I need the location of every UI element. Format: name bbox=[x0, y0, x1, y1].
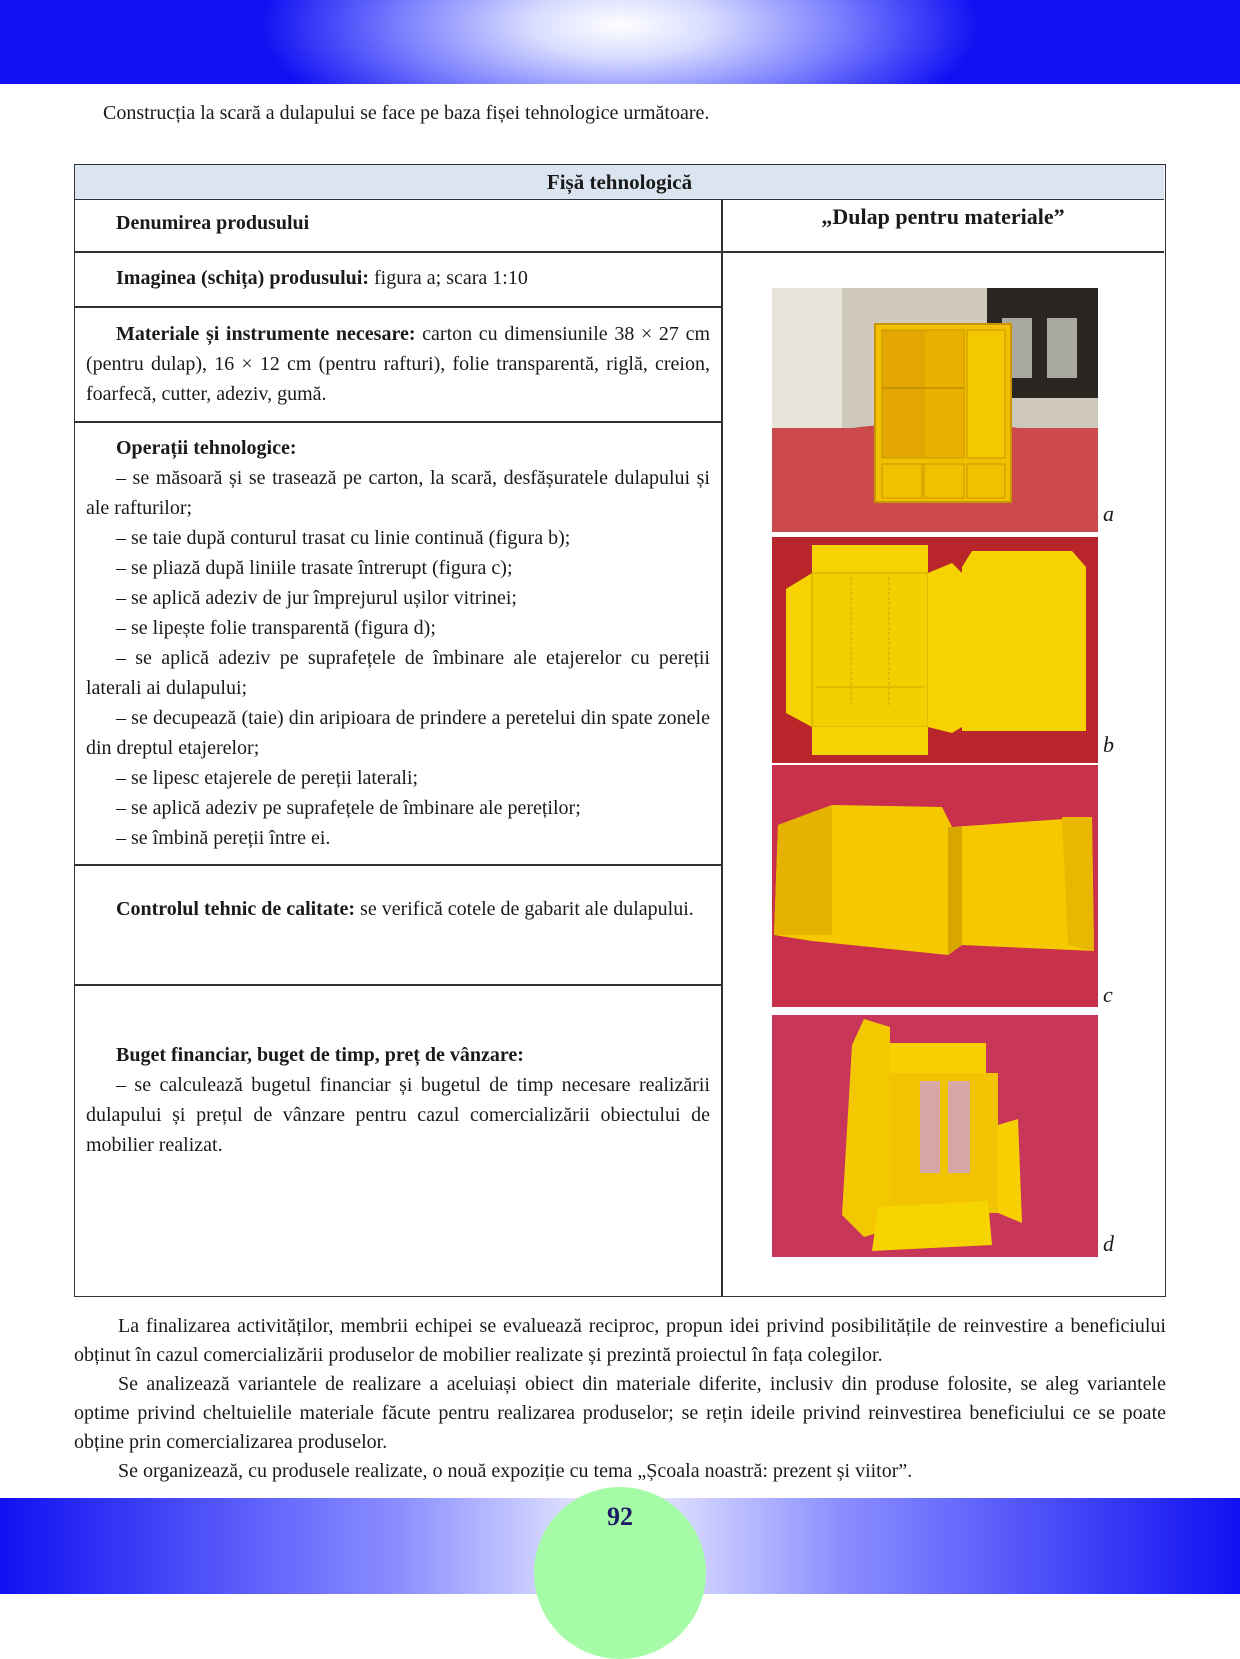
materials-cell bbox=[86, 319, 710, 409]
budget-value: – se calculează bugetul financiar și bugetul de timp necesare realizării dulapului și prețul de vânzare pentru cazul comercializării obiectului de mobilier realizat. bbox=[86, 1074, 710, 1156]
top-decorative-band bbox=[0, 0, 1240, 84]
quality-control-cell bbox=[86, 894, 710, 924]
budget-label: Buget financiar, buget de timp, preț de vânzare: bbox=[116, 1044, 524, 1066]
intro-text: Construcția la scară a dulapului se face pe baza fișei tehnologice următoare. bbox=[103, 102, 710, 124]
paragraph: Se organizează, cu produsele realizate, o nouă expoziție cu tema „Școala noastră: prezent și viitor”. bbox=[118, 1460, 913, 1482]
operations-label: Operații tehnologice: bbox=[116, 437, 297, 459]
image-value: figura a; scara 1:10 bbox=[369, 267, 528, 289]
figure-c-photo bbox=[772, 765, 1098, 1007]
figure-label-c: c bbox=[1103, 982, 1113, 1007]
figure-b-photo bbox=[772, 537, 1098, 763]
figure-a-photo bbox=[772, 288, 1098, 532]
row-divider bbox=[75, 306, 721, 308]
row-divider bbox=[75, 984, 721, 986]
operation-step: – se aplică adeziv pe suprafețele de îmbinare ale pereților; bbox=[116, 797, 581, 819]
materials-label: Materiale și instrumente necesare: bbox=[116, 323, 416, 345]
paragraph: Se analizează variantele de realizare a aceluiași obiect din materiale diferite, inclusiv din produse folosite, se aleg variantele optime privind cheltuielile materiale făcute pentru realizarea produselor; se rețin ideile privind reinvestirea beneficiului ce se poate obține prin comercializarea produselor. bbox=[74, 1373, 1166, 1453]
operation-step: – se decupează (taie) din aripioara de prindere a peretelui din spate zonele din dreptul etajerelor; bbox=[86, 707, 710, 759]
quality-value: se verifică cotele de gabarit ale dulapului. bbox=[355, 898, 694, 920]
image-label: Imaginea (schița) produsului: bbox=[116, 267, 370, 289]
page-number: 92 bbox=[607, 1502, 633, 1531]
operation-step: – se taie după conturul trasat cu linie continuă (figura b); bbox=[116, 527, 571, 549]
budget-cell bbox=[86, 1040, 710, 1160]
figure-d-photo bbox=[772, 1015, 1098, 1257]
figure-label-b: b bbox=[1103, 732, 1114, 757]
product-name: „Dulap pentru materiale” bbox=[821, 204, 1065, 229]
product-label-cell bbox=[86, 208, 710, 238]
product-image-cell bbox=[86, 263, 710, 293]
operation-step: – se aplică adeziv de jur împrejurul ușilor vitrinei; bbox=[116, 587, 517, 609]
paragraph: La finalizarea activităților, membrii echipei se evaluează reciproc, propun idei privind posibilitățile de reinvestire a beneficiului obținut în cazul comercializării produselor de mobilier realizate și prezintă proiectul în fața colegilor. bbox=[74, 1315, 1166, 1366]
row-divider bbox=[75, 421, 721, 423]
operations-cell bbox=[86, 433, 710, 853]
operation-step: – se măsoară și se trasează pe carton, la scară, desfășuratele dulapului și ale rafturilor; bbox=[86, 467, 710, 519]
row-divider bbox=[75, 864, 721, 866]
operation-step: – se pliază după liniile trasate întrerupt (figura c); bbox=[116, 557, 513, 579]
column-divider bbox=[721, 199, 723, 1296]
product-label: Denumirea produsului bbox=[116, 212, 310, 234]
operation-step: – se aplică adeziv pe suprafețele de îmbinare ale etajerelor cu pereții laterali ai dulapului; bbox=[86, 647, 710, 699]
figure-label-a: a bbox=[1103, 501, 1114, 526]
operation-step: – se lipește folie transparentă (figura d); bbox=[116, 617, 436, 639]
row-divider bbox=[75, 251, 1164, 253]
quality-label: Controlul tehnic de calitate: bbox=[116, 898, 356, 920]
materials-value: carton cu dimensiunile 38 × 27 cm (pentru dulap), 16 × 12 cm (pentru rafturi), folie transparentă, riglă, creion, foarfecă, cutter, adeziv, gumă. bbox=[86, 323, 711, 405]
figure-label-d: d bbox=[1103, 1231, 1114, 1256]
conclusion-text bbox=[74, 1312, 1166, 1486]
technology-sheet-table bbox=[74, 164, 1166, 1297]
operation-step: – se lipesc etajerele de pereții laterali; bbox=[116, 767, 419, 789]
operation-step: – se îmbină pereții între ei. bbox=[116, 827, 331, 849]
sheet-title: Fișă tehnologică bbox=[75, 165, 1164, 200]
